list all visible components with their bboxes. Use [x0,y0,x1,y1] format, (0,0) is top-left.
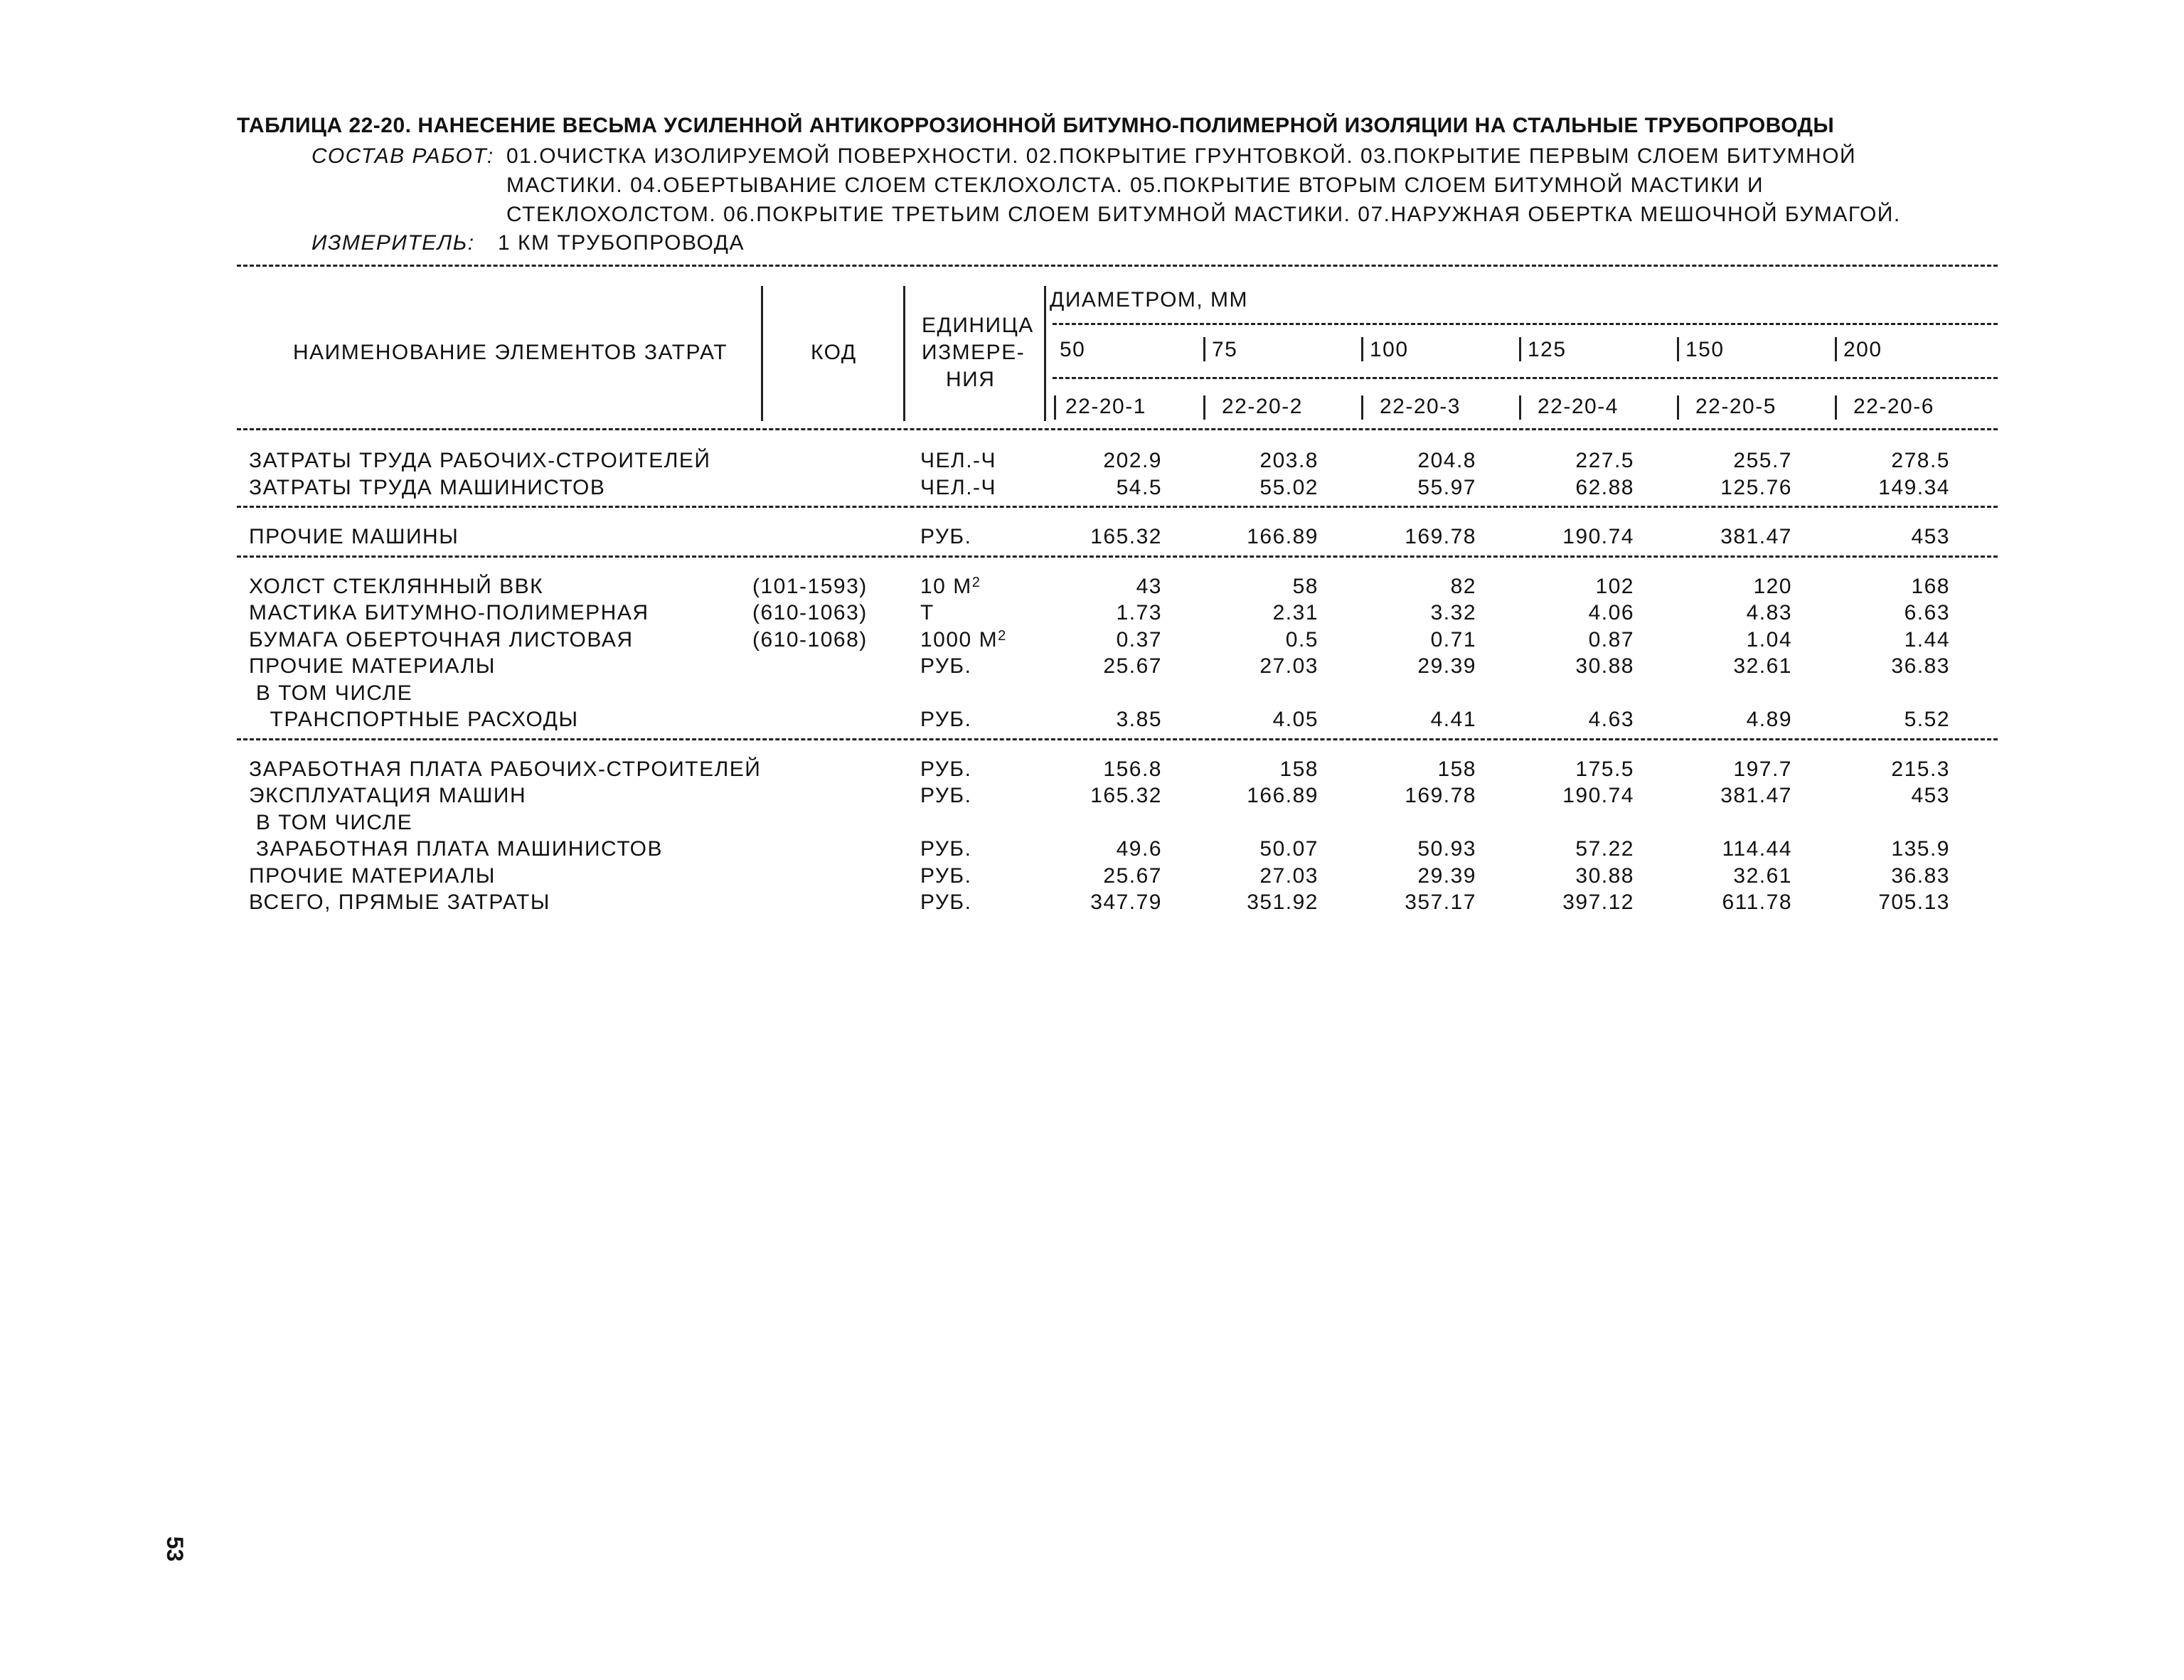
row-value: 55.02 [1259,475,1319,499]
row-value: 29.39 [1417,654,1476,678]
row-unit [920,707,971,733]
norm-code: 22-20-5 [1695,395,1777,418]
code-sep [1203,395,1205,420]
row-name: ЗАТРАТЫ ТРУДА МАШИНИСТОВ [249,475,606,499]
row-value: 30.88 [1575,654,1634,678]
diameter-value: 125 [1528,338,1567,361]
row-value: 5.52 [1904,708,1950,731]
row-value: 156.8 [1103,757,1162,781]
diameter-value: 100 [1370,338,1409,361]
norm-code: 22-20-4 [1538,395,1619,418]
row-value: 50.07 [1259,837,1319,861]
row-value: 114.44 [1722,837,1792,861]
row-value: 203.8 [1259,449,1319,472]
composition-line-2: МАСТИКИ. 04.ОБЕРТЫВАНИЕ СЛОЕМ СТЕКЛОХОЛСТА. 05.ПОКРЫТИЕ ВТОРЫМ СЛОЕМ БИТУМНОЙ МАСТИКИ И [506,174,1764,197]
row-value: 169.78 [1405,525,1476,548]
page-number: 53 [162,1536,188,1562]
row-name: ПРОЧИЕ МАШИНЫ [249,525,459,548]
row-value: 190.74 [1562,525,1634,548]
section-rule [237,555,1998,558]
row-value: 25.67 [1103,654,1162,678]
row-unit [920,890,971,915]
row-value: 166.89 [1247,784,1319,807]
composition-label: СОСТАВ РАБОТ: [311,144,494,168]
row-value: 29.39 [1417,863,1476,888]
row-unit-text: 10 М [920,574,972,598]
row-value: 165.32 [1090,525,1162,548]
code-sep [1054,395,1056,420]
row-value: 54.5 [1116,475,1162,499]
row-name: ЗАРАБОТНАЯ ПЛАТА РАБОЧИХ-СТРОИТЕЛЕЙ [249,757,762,781]
row-unit [920,448,996,474]
row-value: 32.61 [1733,654,1792,678]
row-value: 215.3 [1891,757,1950,781]
diameter-sep [1519,337,1521,361]
code-sep [1361,395,1363,420]
row-value: 202.9 [1103,449,1162,472]
row-value: 453 [1911,525,1950,548]
row-unit [920,836,971,862]
row-value: 36.83 [1891,654,1950,678]
row-unit [920,783,971,809]
row-unit-text: Т [920,601,934,624]
row-value: 357.17 [1405,890,1476,914]
code-sep [1519,395,1521,420]
row-value: 278.5 [1891,449,1950,472]
row-unit-text: 1000 М [920,627,998,652]
row-value: 120 [1753,574,1792,598]
composition-line-1: 01.ОЧИСТКА ИЗОЛИРУЕМОЙ ПОВЕРХНОСТИ. 02.ПОКРЫТИЕ ГРУНТОВКОЙ. 03.ПОКРЫТИЕ ПЕРВЫМ СЛОЕМ БИТУМНОЙ [506,144,1857,168]
row-value: 149.34 [1878,475,1950,499]
header-code: КОД [811,341,857,364]
row-value: 168 [1911,574,1950,598]
row-value: 135.9 [1891,837,1950,861]
row-value: 1.04 [1746,627,1792,652]
row-value: 397.12 [1562,890,1634,914]
col-sep-code [903,286,905,421]
rule-diameter [1053,323,1998,325]
row-name: ЗАРАБОТНАЯ ПЛАТА МАШИНИСТОВ [249,837,664,861]
row-value: 169.78 [1405,784,1476,807]
row-unit [920,600,934,626]
row-unit-text: РУБ. [920,757,972,781]
row-value: 1.44 [1904,627,1950,652]
row-unit [920,654,971,679]
row-name: В ТОМ ЧИСЛЕ [249,810,413,834]
col-sep-name [761,286,763,421]
row-name: МАСТИКА БИТУМНО-ПОЛИМЕРНАЯ [249,601,649,624]
rule-diameter-values [1053,377,1998,379]
row-value: 36.83 [1891,863,1950,888]
header-unit-3: НИЯ [946,368,996,391]
row-unit-text: РУБ. [920,837,972,861]
row-unit-text: РУБ. [920,784,972,807]
row-value: 4.05 [1272,708,1319,731]
row-value: 453 [1911,784,1950,807]
norm-code: 22-20-6 [1853,395,1934,418]
row-value: 4.63 [1588,708,1634,731]
row-unit [920,757,971,782]
row-value: 347.79 [1090,890,1162,914]
row-value: 49.6 [1116,837,1162,861]
row-code: (101-1593) [752,574,868,598]
row-value: 158 [1279,757,1319,781]
row-value: 165.32 [1090,784,1162,807]
row-value: 32.61 [1733,863,1792,888]
row-value: 25.67 [1103,863,1162,888]
row-unit-text: РУБ. [920,525,972,548]
row-unit-text: РУБ. [920,890,972,914]
row-code: (610-1068) [752,627,868,652]
row-value: 43 [1136,574,1162,598]
row-value: 3.85 [1116,708,1162,731]
row-name: В ТОМ ЧИСЛЕ [249,681,413,705]
row-value: 0.5 [1285,627,1319,652]
row-value: 166.89 [1247,525,1319,548]
row-value: 55.97 [1417,475,1476,499]
measure-value: 1 КМ ТРУБОПРОВОДА [498,231,745,255]
row-unit [920,863,971,889]
row-unit-text: ЧЕЛ.-Ч [920,475,997,499]
row-value: 255.7 [1733,449,1792,472]
row-value: 102 [1595,574,1634,598]
diameter-value: 75 [1212,338,1238,361]
row-value: 50.93 [1417,837,1476,861]
row-unit [920,574,981,600]
row-value: 197.7 [1733,757,1792,781]
row-value: 4.89 [1746,708,1792,731]
code-sep [1677,395,1679,420]
row-value: 62.88 [1575,475,1634,499]
row-value: 3.32 [1430,601,1476,624]
norm-code: 22-20-1 [1065,395,1146,418]
norm-code: 22-20-2 [1222,395,1303,418]
row-unit-sup: 2 [971,574,981,590]
row-unit-text: РУБ. [920,863,972,888]
row-unit [920,524,971,550]
measure-label: ИЗМЕРИТЕЛЬ: [311,231,475,255]
header-diameter: ДИАМЕТРОМ, ММ [1050,288,1249,312]
row-value: 381.47 [1720,784,1792,807]
row-value: 351.92 [1247,890,1319,914]
col-sep-unit [1044,286,1046,421]
header-name: НАИМЕНОВАНИЕ ЭЛЕМЕНТОВ ЗАТРАТ [293,341,728,364]
row-code: (610-1063) [752,601,868,624]
row-name: БУМАГА ОБЕРТОЧНАЯ ЛИСТОВАЯ [249,627,634,652]
row-value: 158 [1437,757,1476,781]
row-value: 227.5 [1575,449,1634,472]
row-name: ЗАТРАТЫ ТРУДА РАБОЧИХ-СТРОИТЕЛЕЙ [249,449,711,472]
row-unit-text: РУБ. [920,654,972,678]
diameter-sep [1835,337,1837,361]
row-value: 204.8 [1417,449,1476,472]
composition-line-3: СТЕКЛОХОЛСТОМ. 06.ПОКРЫТИЕ ТРЕТЬИМ СЛОЕМ БИТУМНОЙ МАСТИКИ. 07.НАРУЖНАЯ ОБЕРТКА МЕШОЧНОЙ БУМАГОЙ. [506,203,1901,226]
row-name: ХОЛСТ СТЕКЛЯННЫЙ ВВК [249,574,544,598]
row-value: 27.03 [1259,863,1319,888]
row-value: 0.37 [1116,627,1162,652]
row-value: 1.73 [1116,601,1162,624]
diameter-value: 50 [1060,338,1086,361]
row-value: 175.5 [1575,757,1634,781]
row-value: 0.71 [1430,627,1476,652]
row-name: ВСЕГО, ПРЯМЫЕ ЗАТРАТЫ [249,890,550,914]
row-value: 57.22 [1575,837,1634,861]
table-title: ТАБЛИЦА 22-20. НАНЕСЕНИЕ ВЕСЬМА УСИЛЕННОЙ АНТИКОРРОЗИОННОЙ БИТУМНО-ПОЛИМЕРНОЙ ИЗОЛЯЦИИ НА СТАЛЬНЫЕ ТРУБОПРОВОДЫ [237,114,1835,137]
row-value: 0.87 [1588,627,1634,652]
row-unit-text: РУБ. [920,708,972,731]
row-unit-sup: 2 [998,627,1007,644]
row-value: 4.41 [1430,708,1476,731]
header-unit-1: ЕДИНИЦА [922,314,1034,337]
section-rule [237,738,1998,740]
row-value: 381.47 [1720,525,1792,548]
section-rule [237,506,1998,508]
row-name: ПРОЧИЕ МАТЕРИАЛЫ [249,863,496,888]
row-name: ТРАНСПОРТНЫЕ РАСХОДЫ [249,708,579,731]
diameter-value: 150 [1685,338,1725,361]
rule-top [237,265,1998,267]
row-name: ЭКСПЛУАТАЦИЯ МАШИН [249,784,527,807]
row-value: 611.78 [1722,890,1792,914]
rule-header-bottom [237,428,1998,430]
row-value: 125.76 [1720,475,1792,499]
diameter-value: 200 [1843,338,1882,361]
row-unit [920,475,996,501]
row-value: 2.31 [1272,601,1319,624]
diameter-sep [1203,337,1205,361]
row-value: 705.13 [1878,890,1950,914]
row-name: ПРОЧИЕ МАТЕРИАЛЫ [249,654,496,678]
row-value: 58 [1292,574,1319,598]
diameter-sep [1677,337,1679,361]
row-value: 27.03 [1259,654,1319,678]
norm-code: 22-20-3 [1380,395,1461,418]
code-sep [1835,395,1837,420]
row-unit-text: ЧЕЛ.-Ч [920,449,997,472]
row-value: 190.74 [1562,784,1634,807]
row-value: 4.83 [1746,601,1792,624]
diameter-sep [1361,337,1363,361]
row-value: 4.06 [1588,601,1634,624]
row-value: 82 [1450,574,1476,598]
row-unit [920,627,1007,653]
row-value: 6.63 [1904,601,1950,624]
header-unit-2: ИЗМЕРЕ- [922,341,1026,364]
row-value: 30.88 [1575,863,1634,888]
